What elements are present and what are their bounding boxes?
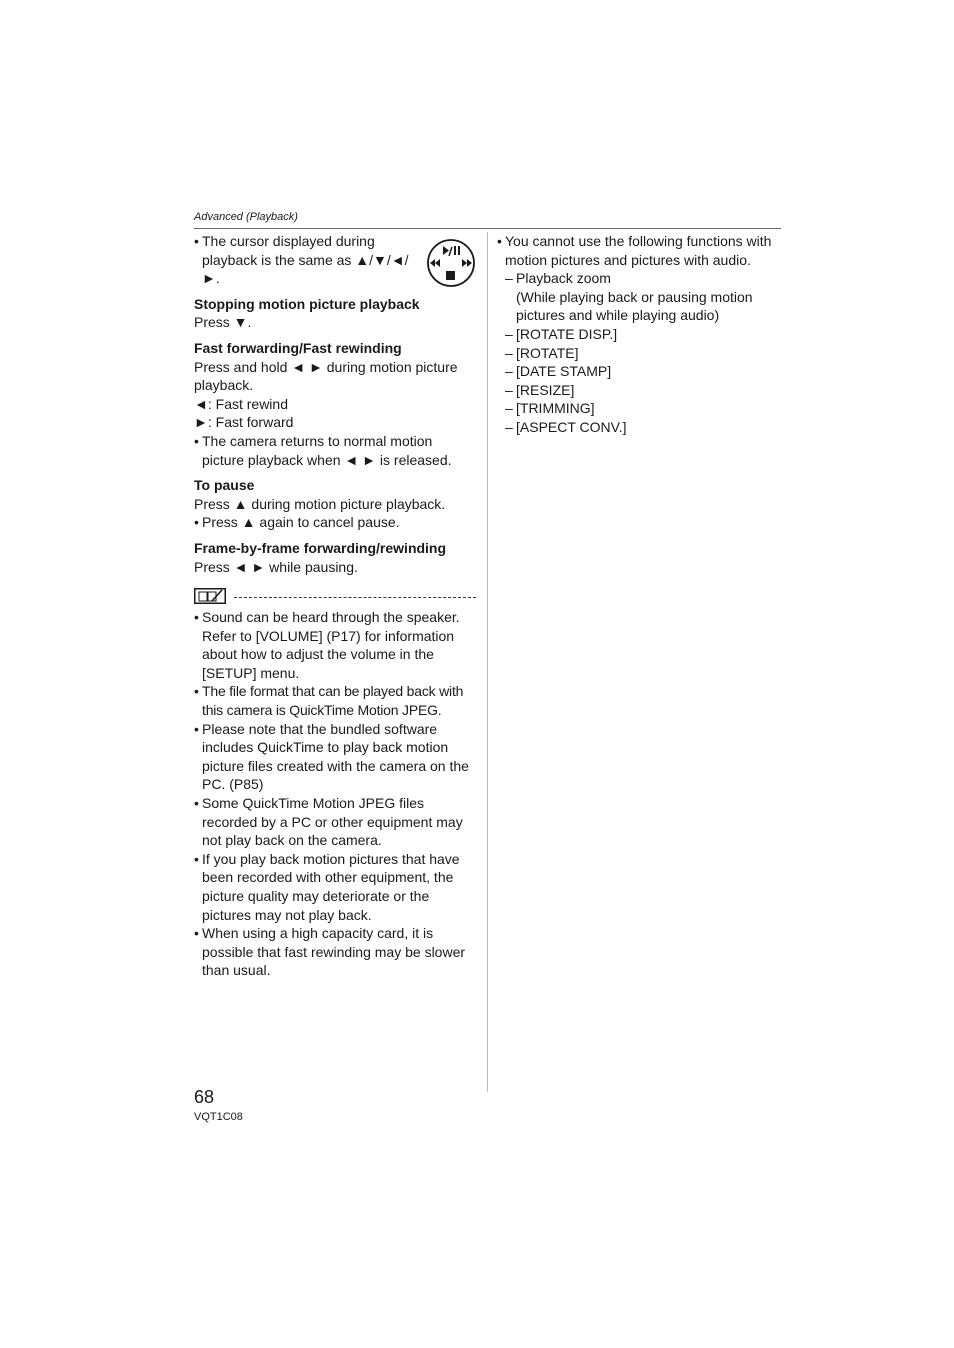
frame-section — [194, 539, 476, 576]
header-rule — [194, 228, 781, 229]
stopping-section — [194, 295, 476, 332]
memo-dashed-rule — [234, 597, 476, 598]
section-header: Advanced (Playback) — [194, 211, 298, 223]
restrictions-intro: • You cannot use the following functions with motion pictures and pictures with audio. — [497, 232, 781, 269]
restriction-item: – Playback zoom — [497, 269, 781, 288]
frame-text: Press ◄ ► while pausing. — [194, 558, 358, 575]
fast-rewind-line: ◄: Fast rewind — [194, 395, 288, 412]
fast-text: Press and hold ◄ ► during motion picture playback. — [194, 358, 458, 394]
stopping-text: Press ▼. — [194, 314, 252, 331]
note-item: • Some QuickTime Motion JPEG files recorded by a PC or other equipment may not play back on the camera. — [194, 794, 476, 850]
memo-icon — [194, 588, 226, 604]
notes-list — [194, 608, 476, 980]
restriction-item: – [ASPECT CONV.] — [497, 418, 781, 437]
document-code: VQT1C08 — [194, 1111, 243, 1123]
fast-note: • The camera returns to normal motion picture playback when ◄ ► is released. — [194, 432, 476, 469]
memo-divider — [194, 586, 476, 608]
pause-text: Press ▲ during motion picture playback. — [194, 495, 446, 512]
pause-heading: To pause — [194, 477, 255, 494]
fast-forward-line: ►: Fast forward — [194, 414, 294, 431]
page-number: 68 — [194, 1087, 215, 1107]
cursor-note-block — [194, 232, 476, 288]
restriction-item: – [ROTATE] — [497, 344, 781, 363]
pause-note: • Press ▲ again to cancel pause. — [194, 513, 476, 532]
restriction-zoom-note: (While playing back or pausing motion pictures and while playing audio) — [516, 288, 753, 324]
note-item: • When using a high capacity card, it is possible that fast rewinding may be slower than usual. — [194, 924, 476, 980]
right-column — [497, 232, 781, 437]
playback-control-icon — [426, 238, 476, 288]
restriction-item: – [RESIZE] — [497, 381, 781, 400]
restriction-item: – [DATE STAMP] — [497, 362, 781, 381]
restriction-item: – [ROTATE DISP.] — [497, 325, 781, 344]
note-item: • Sound can be heard through the speaker. Refer to [VOLUME] (P17) for information about how to adjust the volume in the [SETUP] menu. — [194, 608, 476, 682]
left-column — [194, 232, 476, 980]
pause-section — [194, 476, 476, 532]
column-divider — [487, 232, 488, 1092]
note-item: • If you play back motion pictures that have been recorded with other equipment, the picture quality may deteriorate or the pictures may not play back. — [194, 850, 476, 924]
note-item: • The file format that can be played back with this camera is QuickTime Motion JPEG. — [194, 682, 476, 719]
fast-heading: Fast forwarding/Fast rewinding — [194, 339, 402, 356]
cursor-note: • The cursor displayed during playback is the same as ▲/▼/◄/►. — [194, 232, 476, 288]
fast-section — [194, 339, 476, 469]
frame-heading: Frame-by-frame forwarding/rewinding — [194, 539, 447, 556]
restriction-item: – [TRIMMING] — [497, 399, 781, 418]
stopping-heading: Stopping motion picture playback — [194, 295, 420, 312]
note-item: • Please note that the bundled software includes QuickTime to play back motion picture files created with the camera on the PC. (P85) — [194, 720, 476, 794]
